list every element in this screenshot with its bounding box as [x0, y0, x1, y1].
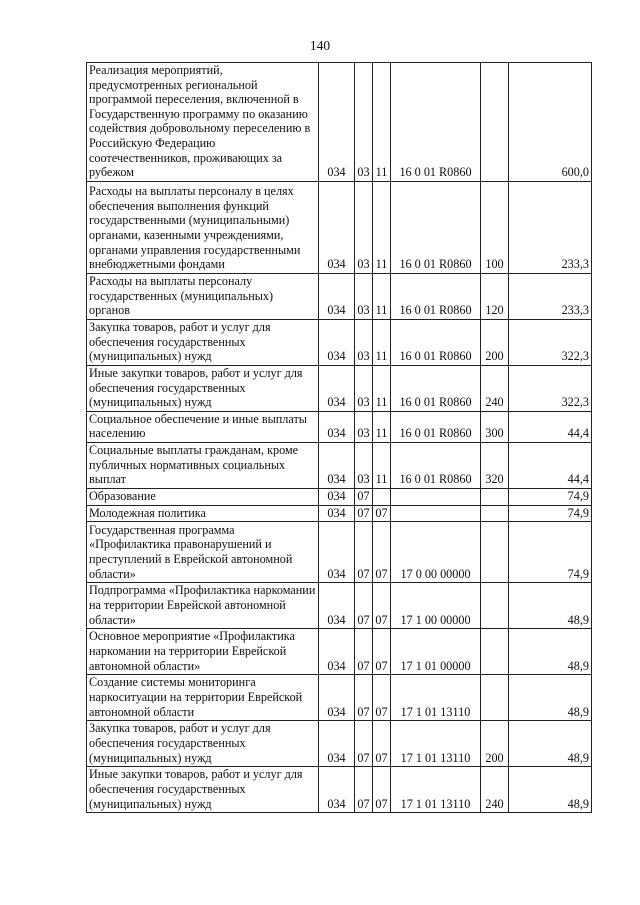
table-row: [87, 273, 592, 319]
table-row: [87, 583, 592, 629]
row-sum: 322,3: [509, 365, 592, 411]
row-name: Расходы на выплаты персоналу государственных (муниципальных) органов: [87, 273, 319, 319]
row-csr: [391, 505, 481, 522]
table-row: [87, 505, 592, 522]
row-csr: 17 1 00 00000: [391, 583, 481, 629]
row-vr: [481, 675, 509, 721]
row-sum: 74,9: [509, 488, 592, 505]
row-csr: 16 0 01 R0860: [391, 63, 481, 182]
row-gr: 034: [319, 675, 355, 721]
table-row: [87, 411, 592, 442]
table-row: [87, 629, 592, 675]
row-rz: 07: [355, 767, 373, 813]
row-gr: 034: [319, 505, 355, 522]
row-sum: 48,9: [509, 629, 592, 675]
row-pr: 07: [373, 721, 391, 767]
row-name: Молодежная политика: [87, 505, 319, 522]
row-sum: 48,9: [509, 675, 592, 721]
row-rz: 03: [355, 365, 373, 411]
table-row: [87, 488, 592, 505]
row-csr: 16 0 01 R0860: [391, 273, 481, 319]
row-rz: 07: [355, 629, 373, 675]
row-sum: 44,4: [509, 411, 592, 442]
row-name: Закупка товаров, работ и услуг для обеспечения государственных (муниципальных) нужд: [87, 319, 319, 365]
table-row: [87, 522, 592, 583]
row-name: Иные закупки товаров, работ и услуг для обеспечения государственных (муниципальных) нужд: [87, 767, 319, 813]
row-vr: 240: [481, 365, 509, 411]
budget-table: [86, 62, 592, 813]
row-rz: 07: [355, 721, 373, 767]
row-sum: 48,9: [509, 767, 592, 813]
row-vr: 240: [481, 767, 509, 813]
row-vr: 200: [481, 721, 509, 767]
row-rz: 07: [355, 583, 373, 629]
row-gr: 034: [319, 63, 355, 182]
row-gr: 034: [319, 273, 355, 319]
row-csr: 16 0 01 R0860: [391, 411, 481, 442]
row-gr: 034: [319, 181, 355, 273]
row-rz: 07: [355, 522, 373, 583]
row-gr: 034: [319, 442, 355, 488]
row-gr: 034: [319, 522, 355, 583]
row-sum: 322,3: [509, 319, 592, 365]
row-sum: 233,3: [509, 273, 592, 319]
row-pr: 11: [373, 63, 391, 182]
row-pr: 07: [373, 675, 391, 721]
row-rz: 03: [355, 181, 373, 273]
row-csr: 16 0 01 R0860: [391, 319, 481, 365]
row-sum: 48,9: [509, 721, 592, 767]
row-csr: 16 0 01 R0860: [391, 181, 481, 273]
row-name: Иные закупки товаров, работ и услуг для обеспечения государственных (муниципальных) нужд: [87, 365, 319, 411]
table-row: [87, 442, 592, 488]
row-rz: 03: [355, 273, 373, 319]
row-csr: 17 1 01 13110: [391, 675, 481, 721]
row-rz: 03: [355, 442, 373, 488]
row-gr: 034: [319, 583, 355, 629]
row-pr: 11: [373, 365, 391, 411]
row-pr: [373, 488, 391, 505]
row-name: Закупка товаров, работ и услуг для обеспечения государственных (муниципальных) нужд: [87, 721, 319, 767]
row-gr: 034: [319, 767, 355, 813]
row-sum: 44,4: [509, 442, 592, 488]
row-gr: 034: [319, 319, 355, 365]
row-pr: 11: [373, 442, 391, 488]
row-vr: 320: [481, 442, 509, 488]
row-vr: [481, 629, 509, 675]
row-pr: 07: [373, 767, 391, 813]
row-name: Основное мероприятие «Профилактика наркомании на территории Еврейской автономной области»: [87, 629, 319, 675]
row-csr: [391, 488, 481, 505]
row-sum: 48,9: [509, 583, 592, 629]
row-name: Подпрограмма «Профилактика наркомании на территории Еврейской автономной области»: [87, 583, 319, 629]
row-name: Социальное обеспечение и иные выплаты населению: [87, 411, 319, 442]
row-sum: 74,9: [509, 522, 592, 583]
table-row: [87, 675, 592, 721]
row-rz: 03: [355, 63, 373, 182]
table-row: [87, 721, 592, 767]
row-vr: 100: [481, 181, 509, 273]
row-pr: 07: [373, 522, 391, 583]
row-pr: 11: [373, 411, 391, 442]
row-csr: 17 1 01 13110: [391, 721, 481, 767]
row-vr: 200: [481, 319, 509, 365]
row-csr: 16 0 01 R0860: [391, 442, 481, 488]
row-rz: 07: [355, 505, 373, 522]
table-row: [87, 63, 592, 182]
table-row: [87, 181, 592, 273]
row-pr: 07: [373, 583, 391, 629]
row-sum: 600,0: [509, 63, 592, 182]
row-name: Образование: [87, 488, 319, 505]
row-csr: 17 1 01 00000: [391, 629, 481, 675]
row-vr: [481, 583, 509, 629]
row-gr: 034: [319, 629, 355, 675]
row-vr: [481, 63, 509, 182]
row-name: Государственная программа «Профилактика правонарушений и преступлений в Еврейской автономной области»: [87, 522, 319, 583]
row-vr: [481, 522, 509, 583]
row-name: Социальные выплаты гражданам, кроме публичных нормативных социальных выплат: [87, 442, 319, 488]
row-sum: 74,9: [509, 505, 592, 522]
row-pr: 11: [373, 319, 391, 365]
row-gr: 034: [319, 721, 355, 767]
row-rz: 03: [355, 411, 373, 442]
row-pr: 11: [373, 273, 391, 319]
row-rz: 03: [355, 319, 373, 365]
row-vr: 120: [481, 273, 509, 319]
row-pr: 07: [373, 505, 391, 522]
page-number: 140: [309, 38, 331, 53]
row-name: Реализация мероприятий, предусмотренных региональной программой переселения, включенной в Государственную программу по оказанию содействия добровольному переселению в Российскую Федерацию соотечественников, проживающих за рубежом: [87, 63, 319, 182]
row-gr: 034: [319, 488, 355, 505]
table-row: [87, 319, 592, 365]
row-csr: 16 0 01 R0860: [391, 365, 481, 411]
row-vr: 300: [481, 411, 509, 442]
row-pr: 11: [373, 181, 391, 273]
row-gr: 034: [319, 365, 355, 411]
row-vr: [481, 505, 509, 522]
row-rz: 07: [355, 675, 373, 721]
row-rz: 07: [355, 488, 373, 505]
row-pr: 07: [373, 629, 391, 675]
row-csr: 17 0 00 00000: [391, 522, 481, 583]
row-name: Расходы на выплаты персоналу в целях обеспечения выполнения функций государственными (муниципальными) органами, казенными учреждениями, органами управления государственными внебюджетными фондами: [87, 181, 319, 273]
row-name: Создание системы мониторинга наркоситуации на территории Еврейской автономной области: [87, 675, 319, 721]
row-csr: 17 1 01 13110: [391, 767, 481, 813]
table-row: [87, 365, 592, 411]
table-row: [87, 767, 592, 813]
row-gr: 034: [319, 411, 355, 442]
row-vr: [481, 488, 509, 505]
row-sum: 233,3: [509, 181, 592, 273]
